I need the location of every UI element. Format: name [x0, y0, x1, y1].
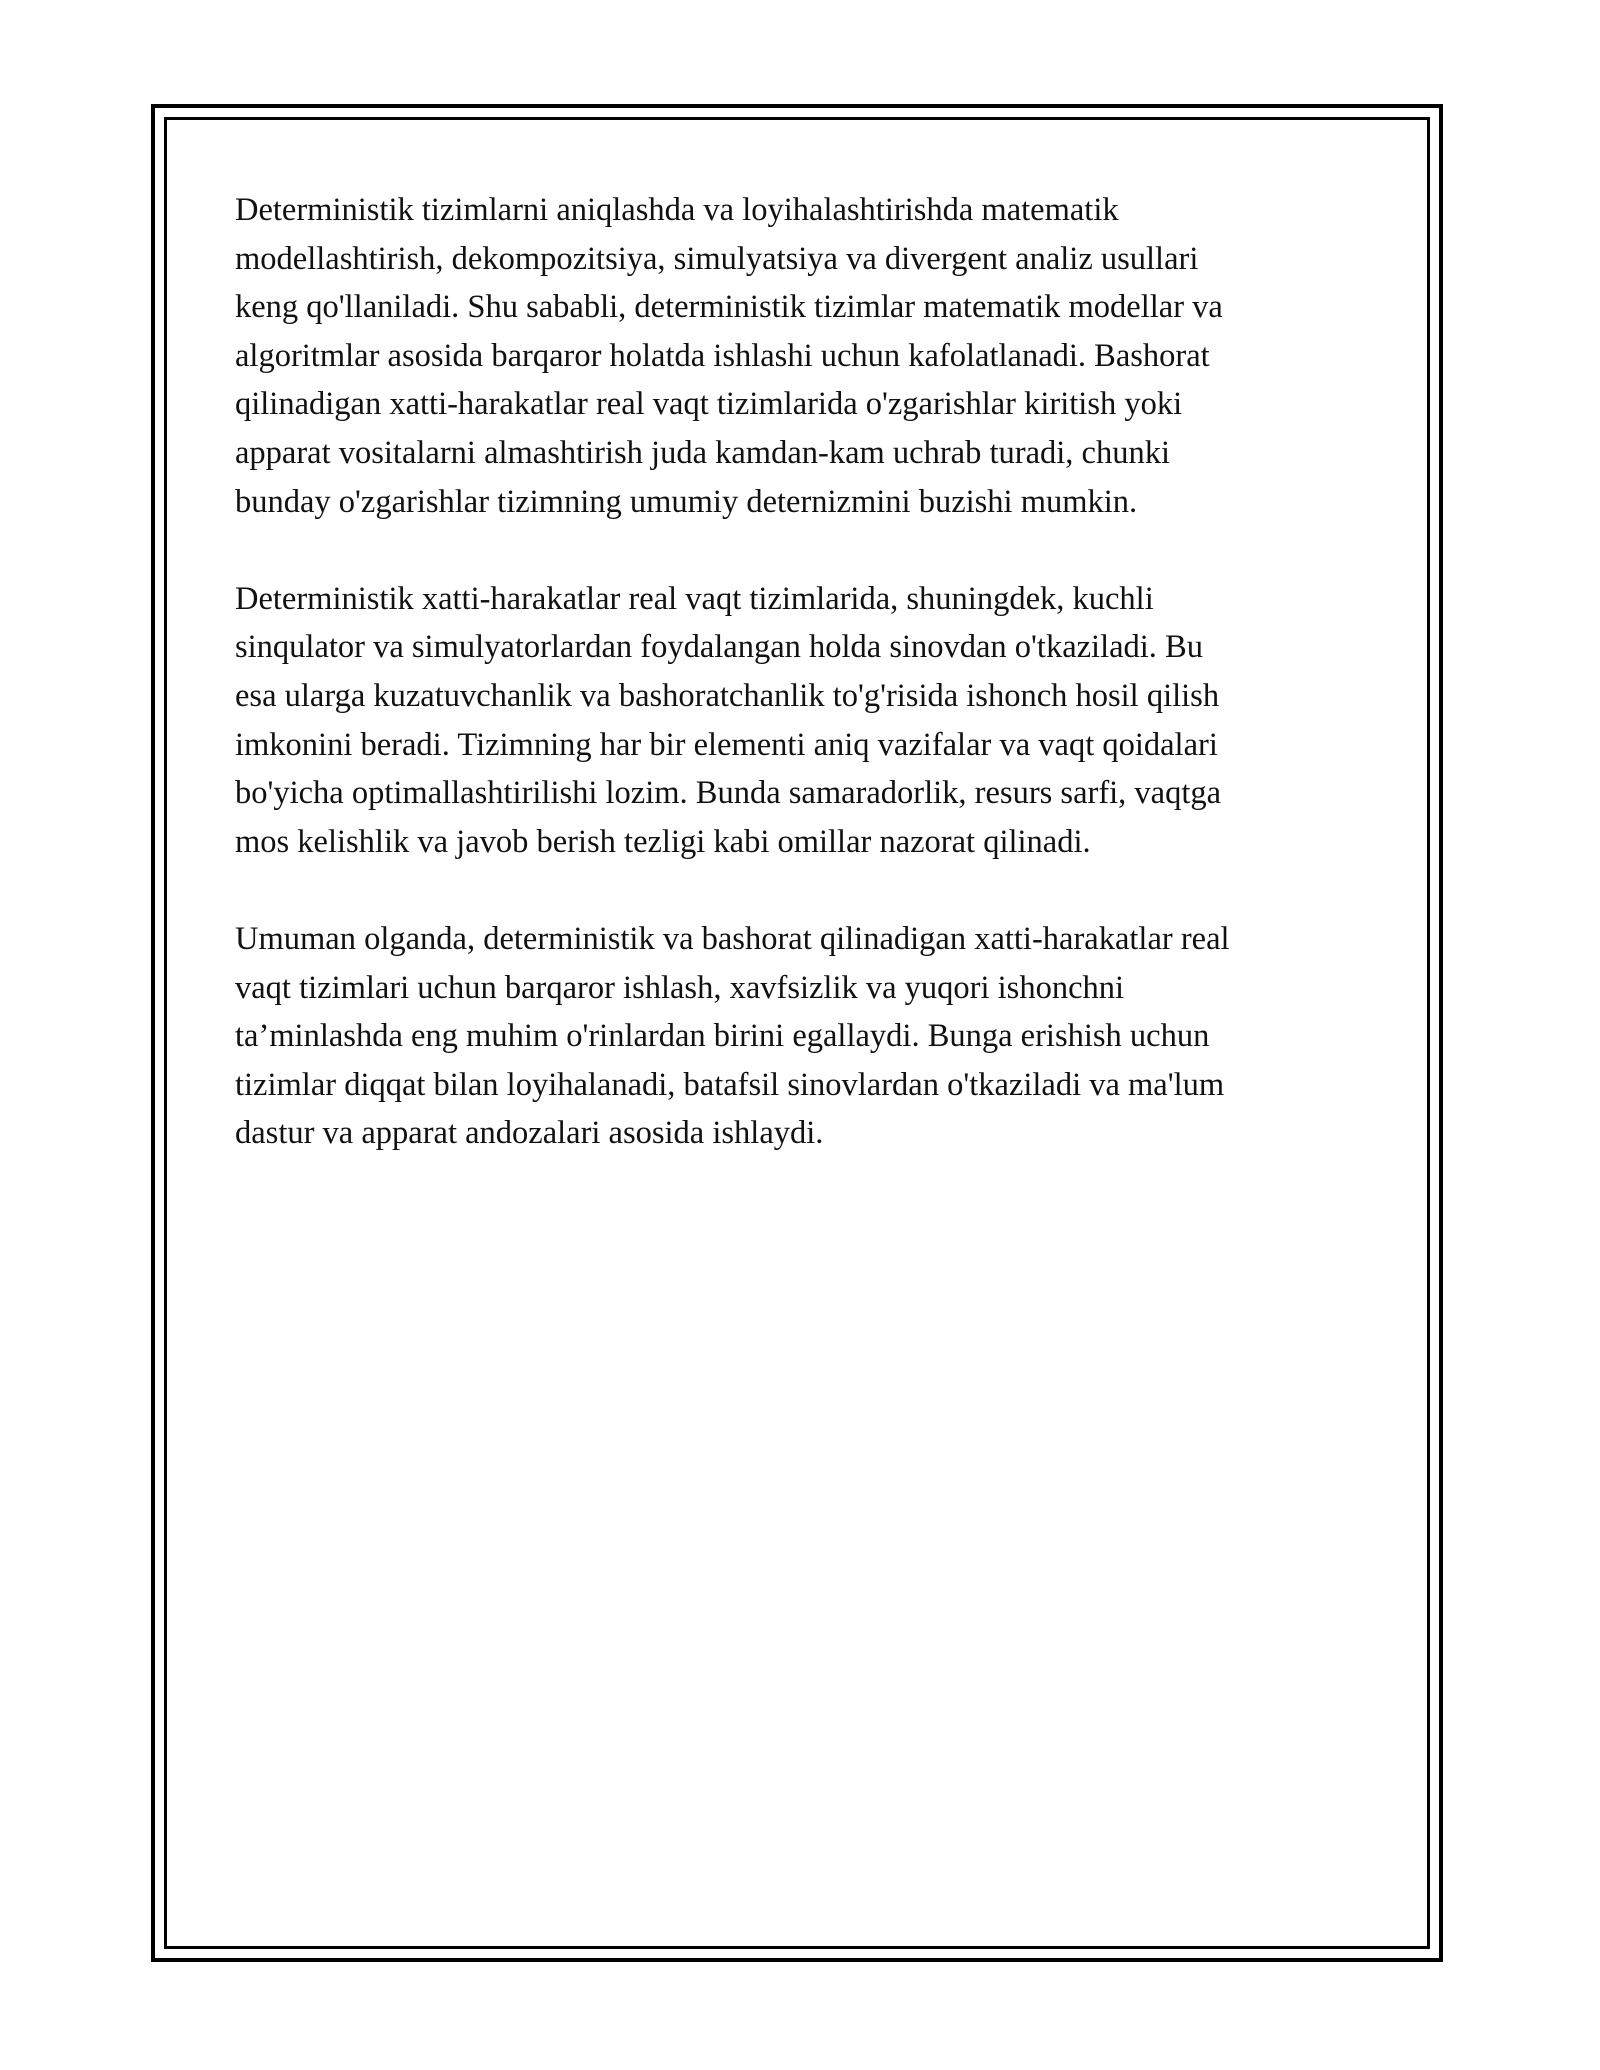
- paragraph-1: Deterministik tizimlarni aniqlashda va loyihalashtirishda matematik modellashtirish, dekompozitsiya, simulyatsiya va divergent analiz usullari keng qo'llaniladi. Shu sababli, deterministik tizimlar matematik modellar va algoritmlar asosida barqaror holatda ishlashi uchun kafolatlanadi. Bashorat qilinadigan xatti-harakatlar real vaqt tizimlarida o'zgarishlar kiritish yoki apparat vositalarni almashtirish juda kamdan-kam uchrab turadi, chunki bunday o'zgarishlar tizimning umumiy deternizmini buzishi mumkin.: [235, 192, 1223, 520]
- document-body: [235, 186, 1365, 1206]
- paragraph-3: Umuman olganda, deterministik va bashorat qilinadigan xatti-harakatlar real vaqt tizimlari uchun barqaror ishlash, xavfsizlik va yuqori ishonchni ta’minlashda eng muhim o'rinlardan birini egallaydi. Bunga erishish uchun tizimlar diqqat bilan loyihalanadi, batafsil sinovlardan o'tkaziladi va ma'lum dastur va apparat andozalari asosida ishlaydi.: [235, 920, 1230, 1152]
- paragraph-2: Deterministik xatti-harakatlar real vaqt tizimlarida, shuningdek, kuchli sinqulator va simulyatorlardan foydalangan holda sinovdan o'tkaziladi. Bu esa ularga kuzatuvchanlik va bashoratchanlik to'g'risida ishonch hosil qilish imkonini beradi. Tizimning har bir elementi aniq vazifalar va vaqt qoidalari bo'yicha optimallashtirilishi lozim. Bunda samaradorlik, resurs sarfi, vaqtga mos kelishlik va javob berish tezligi kabi omillar nazorat qilinadi.: [235, 580, 1222, 860]
